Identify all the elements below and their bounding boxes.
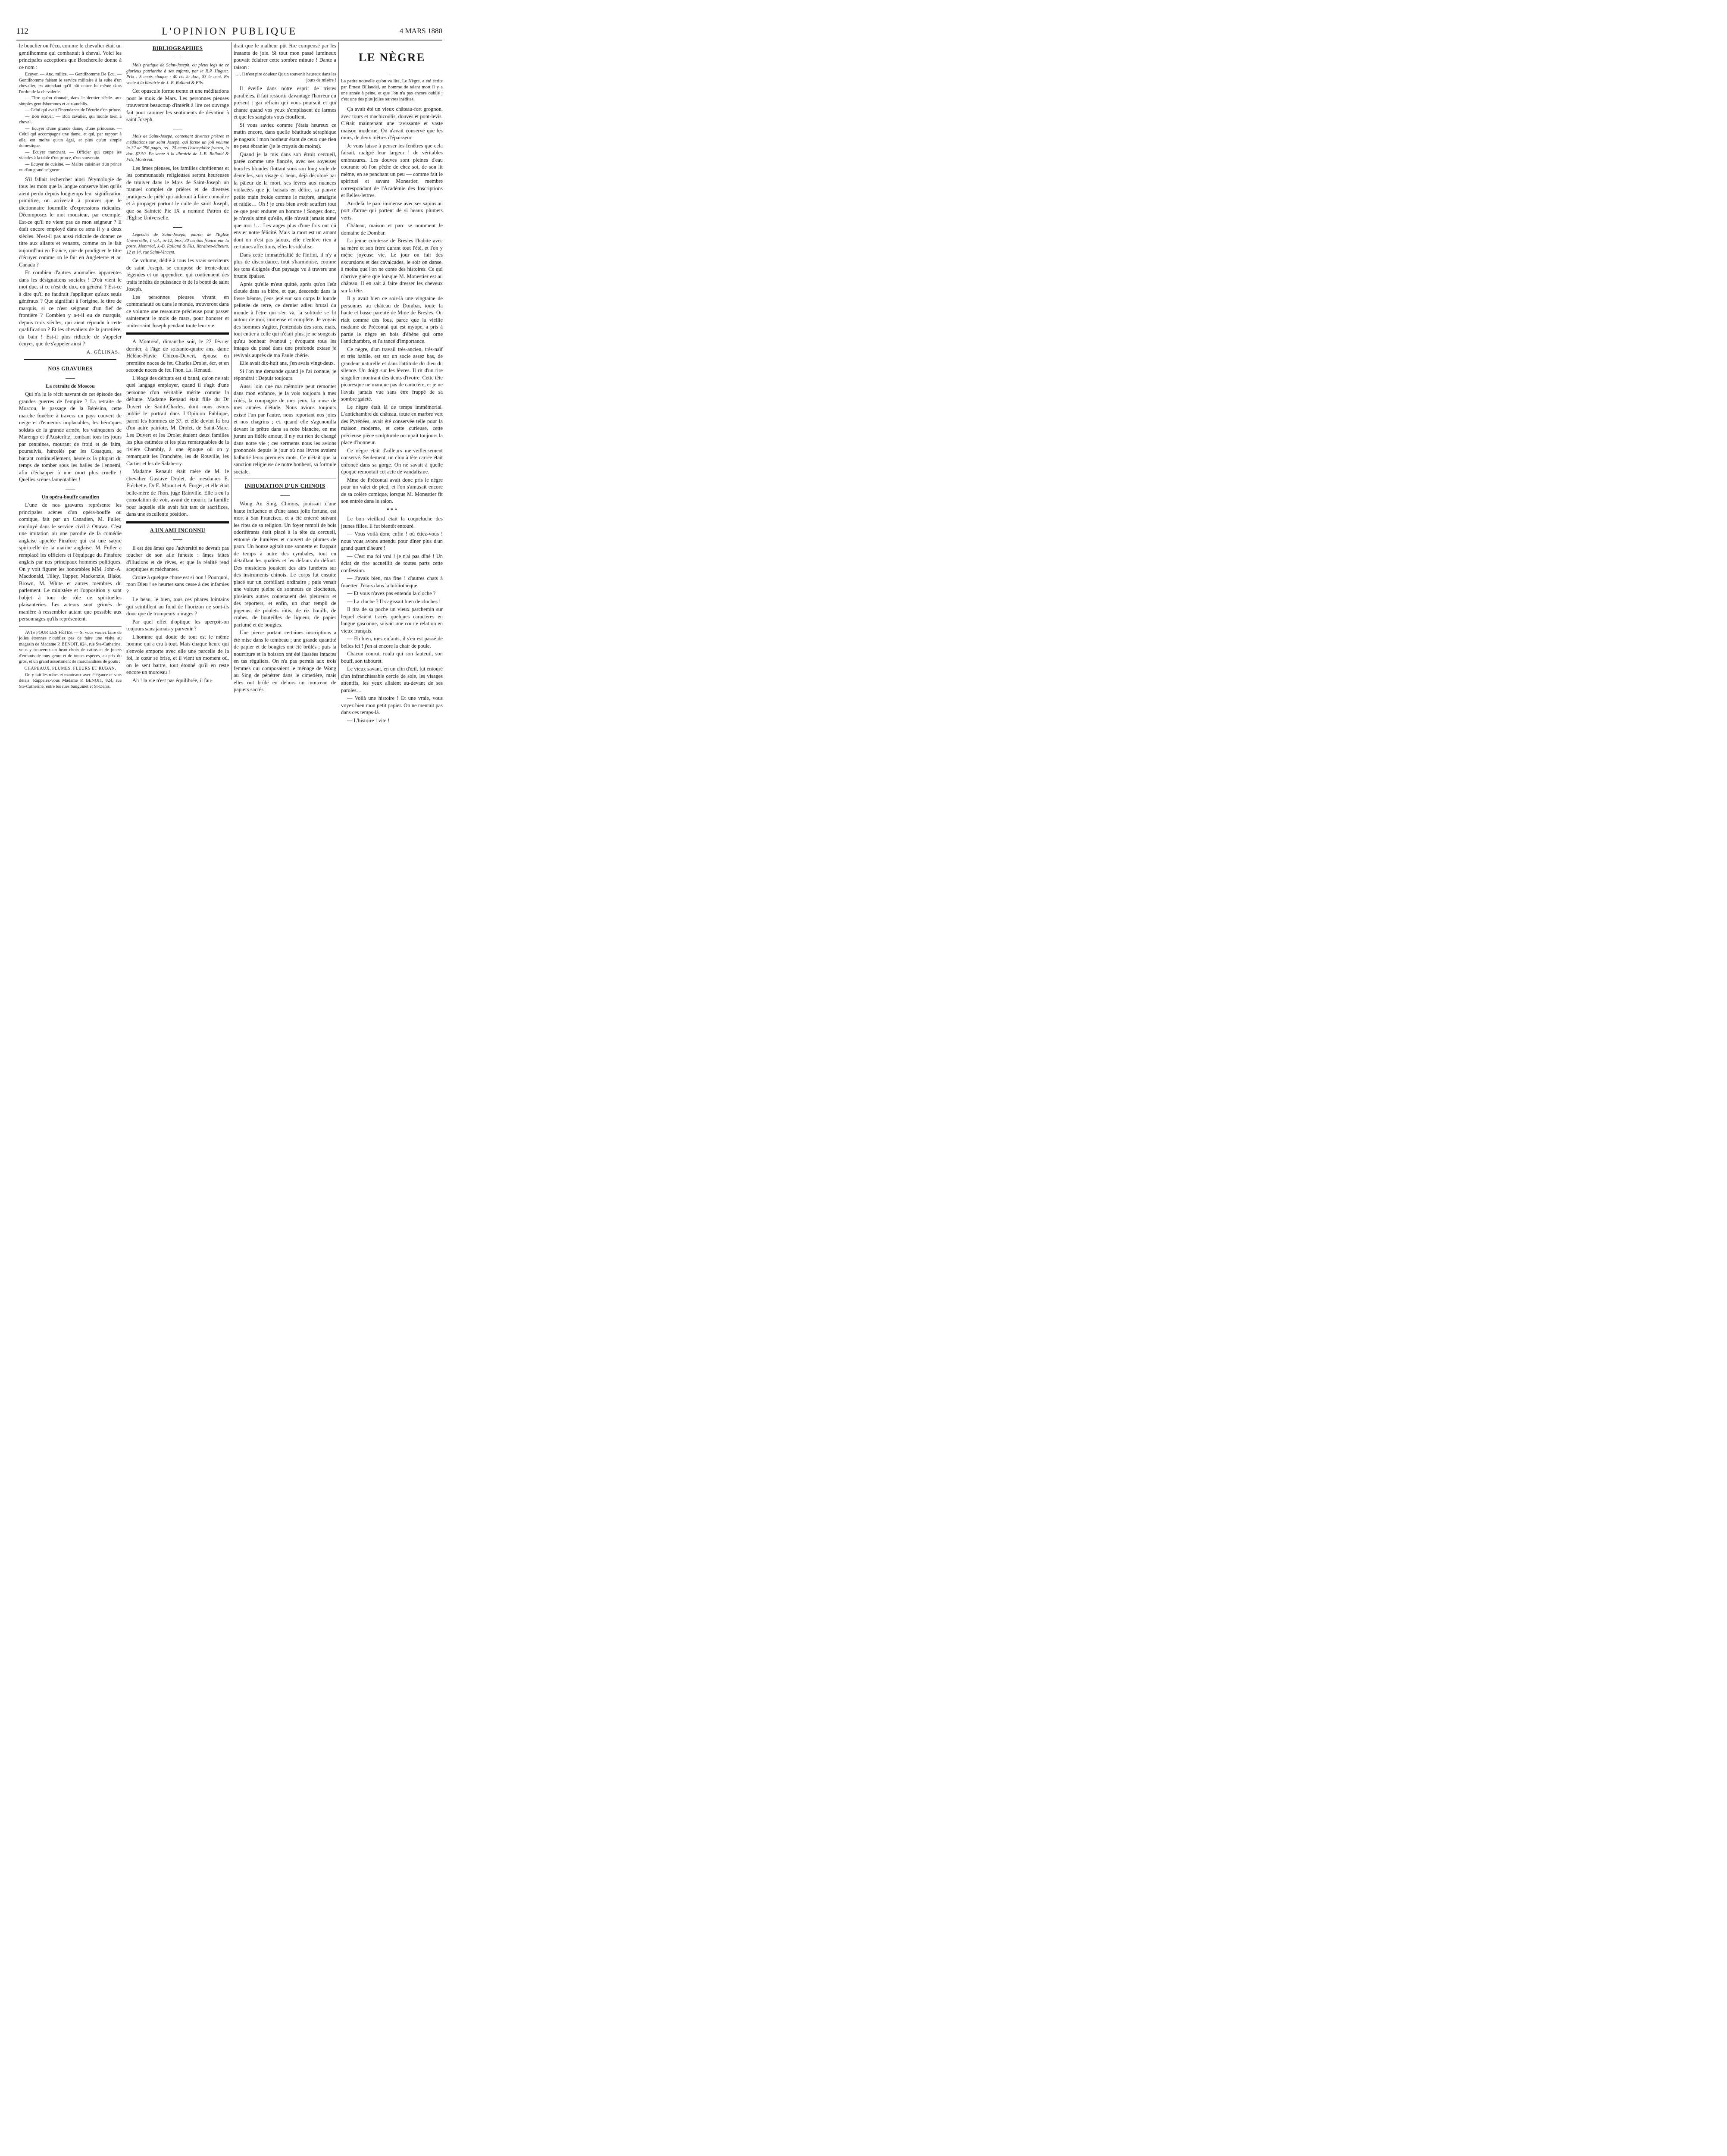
section-title: INHUMATION D'UN CHINOIS: [244, 483, 325, 489]
masthead-title: L'OPINION PUBLIQUE: [161, 26, 297, 37]
paragraph: A Montréal, dimanche soir, le 22 février dernier, à l'âge de soixante-quatre ans, dame Hélène-Flavie Chicou-Duvert, épouse en première noces de feu Charles Drolet, écr, et en seconde noces de feu l'hon. Ls. Renaud.: [126, 338, 229, 373]
definition: — Ecuyer d'une grande dame, d'une princesse. — Celui qui accompagne une dame, et qui, par rapport à elle, est moins qu'un égal, et plus qu'un simple domestique.: [19, 126, 122, 149]
paragraph: Au-delà, le parc immense avec ses sapins au port d'arme qui portent de si beaux plumets verts.: [341, 200, 443, 221]
definition: — Ecuyer tranchant. — Officier qui coupe les viandes à la table d'un prince, d'un souverain.: [19, 150, 122, 161]
page-number: 112: [16, 27, 28, 36]
header-rule: [16, 40, 442, 41]
paragraph: — J'avais bien, ma fine ! d'autres chats à fouetter. J'étais dans la bibliothèque.: [341, 575, 443, 589]
column-3: [234, 42, 336, 693]
section-break: * * *: [386, 507, 397, 513]
article-title: La retraite de Moscou: [46, 383, 95, 389]
divider: [126, 521, 229, 523]
paragraph: Qui n'a lu le récit navrant de cet épisode des grandes guerres de l'empire ? La retraite de Moscou, le passage de la Bérésina, cette marche funèbre à travers un pays couvert de neige et d'ennemis implacables, les héroïques soldats de la grande armée, les vainqueurs de Marengo et d'Austerlitz, tombant tous les jours par centaines, mourant de froid et de faim, poursuivis, harcelés par les Cosaques, se battant continuellement, heureux la plupart du temps de tomber sous les balles de l'ennemi, afin d'échapper à une mort plus cruelle ! Quelles scènes lamentables !: [19, 391, 122, 483]
paragraph: le bouclier ou l'écu, comme le chevalier était un gentilhomme qui combattait à cheval. Voici les principales acceptions que Bescherelle donne à ce nom :: [19, 43, 122, 70]
paragraph: Il est des âmes que l'adversité ne devrait pas toucher de son aile funeste : âmes faites d'illusions et de rêves, et que la réalité rend sceptiques et méchantes.: [126, 545, 229, 573]
divider: [19, 626, 122, 627]
paragraph: Le nègre était là de temps immémorial. L'antichambre du château, toute en marbre vert des Pyrénées, avait été conservée telle pour la maison moderne, et cette curieuse, cette précieuse pièce sculpturale occupait toujours la place d'honneur.: [341, 404, 443, 446]
paragraph: Château, maison et parc se nomment le domaine de Dombar.: [341, 222, 443, 236]
paragraph: — C'est ma foi vrai ! je n'ai pas dîné ! Un éclat de rire accueillit de toutes parts cette confession.: [341, 553, 443, 573]
paragraph: Ça avait été un vieux château-fort grognon, avec tours et machicoulis, douves et pont-levis. C'était maintenant une ravissante et vaste maison moderne. On n'avait conservé que les murs, de deux mètres d'épaisseur.: [341, 106, 443, 141]
column-2: [126, 42, 229, 683]
quote: …. Il n'est pire douleur Qu'un souvenir heureux dans les jours de misère !: [235, 72, 336, 83]
ad-text: On y fait les robes et manteaux avec élégance et sans délais. Rappelez-vous Madame P. BENOIT, 824, rue Ste-Catherine, entre les rues Sanguinet et St-Denis.: [19, 672, 122, 689]
paragraph: Par quel effet d'optique les aperçoit-on toujours sans jamais y parvenir ?: [126, 618, 229, 632]
paragraph: Chacun courut, roula qui son fauteuil, son bouff, son tabouret.: [341, 651, 443, 664]
paragraph: Aussi loin que ma mémoire peut remonter dans mon enfance, je la vois toujours à mes côtés, la compagne de mes jeux, la muse de mes années d'étude. Nous avions toujours existé l'un par l'autre, nous reportant nos joies et nos chagrins ; et, quand elle s'agenouilla devant le prêtre dans sa robe blanche, en me jurant un fidèle amour, il n'y eut rien de changé dans notre vie ; ces serments nous les avions prononcés depuis le jour où nos lèvres avaient balbutié leurs premiers mots. Ce n'était que la sanction religieuse de notre bonheur, sa formule sociale.: [234, 383, 336, 475]
paragraph: — L'histoire ! vite !: [347, 717, 390, 724]
paragraph: Si l'on me demande quand je l'ai connue, je répondrai : Depuis toujours.: [234, 368, 336, 382]
definition: — Bon écuyer. — Bon cavalier, qui monte bien à cheval.: [19, 114, 122, 125]
paragraph: — Eh bien, mes enfants, il s'en est passé de belles ici ! j'en ai encore la chair de poule.: [341, 636, 443, 649]
paragraph: Une pierre portant certaines inscriptions a été mise dans le tombeau ; une grande quantité de papier et de bougies ont été brûlés ; puis la nourriture et la boisson ont été liassées intactes en tas réguliers. On n'a pas permis aux trois femmes qui composaient le ménage de Wong au Sing de pénétrer dans le cimetière, mais elles ont brûlé en dehors un monceau de papiers sacrés.: [234, 630, 336, 693]
column-divider: [231, 42, 232, 680]
ad-text: AVIS POUR LES FÊTES. — Si vous voulez faire de jolies étrennes n'oubliez pas de faire une visite au magasin de Madame P. BENOIT, 824, rue Ste-Catherine, vous y trouverez un beau choix de catins et de jouets d'enfants de tous genre et de toutes espèces, au prix du gros, et un grand assortiment de marchandises de goûts :: [19, 630, 122, 664]
paragraph: drait que le malheur pût être compensé par les instants de joie. Si tout mon passé lumineux pouvait éclairer cette sombre minute ! Dante a raison :: [234, 43, 336, 70]
paragraph: Quand je la mis dans son étroit cercueil, parée comme une fiancée, avec ses soyeuses boucles blondes flottant sous son long voile de dentelles, son visage si beau, déjà décoloré par la pâleur de la mort, ses lèvres aux nuances violacées que je baisais en délire, sa pauvre petite main froide comme le marbre, amaigrie et raidie… Oh ! je crus bien avoir souffert tout ce que peut endurer un homme ! Songez donc, je n'avais aimé qu'elle, elle n'avait jamais aimé que moi !… Les anges plus d'une fois ont dû envier notre félicité. Mais la mort est un amant dont on n'est pas jaloux, elle n'enlève rien à certaines affections, elles les idéalise.: [234, 151, 336, 250]
divider: [341, 69, 443, 76]
divider: [126, 535, 229, 542]
paragraph: Les personnes pieuses vivant en communauté ou dans le monde, trouveront dans ce volume une ressource précieuse pour passer saintement le mois de mars, pour honorer et imiter saint Joseph pendant toute leur vie.: [126, 294, 229, 329]
paragraph: Elle avait dix-huit ans, j'en avais vingt-deux.: [240, 360, 335, 367]
paragraph: — Et vous n'avez pas entendu la cloche ?: [347, 590, 436, 597]
paragraph: Ce nègre était d'ailleurs merveilleusement conservé. Seulement, un clou à tête carrée était enfoncé dans sa gorge. On ne savait à quelle époque remontait cet acte de vandalisme.: [341, 447, 443, 475]
divider: [126, 53, 229, 60]
paragraph: Madame Renault était mère de M. le chevalier Gustave Drolet, de mesdames E. Fréchette, Dr E. Mount et A. Forget, et elle était belle-mère de l'hon. juge Rainville. Elle a eu la consolation de voir, avant de mourir, la famille pour laquelle elle avait fait tant de sacrifices, dans une excellente position.: [126, 468, 229, 517]
paragraph: L'une de nos gravures représente les principales scènes d'un opéra-bouffe ou comique, fait par un Canadien, M. Fuller, employé dans le service civil à Ottawa. C'est une imitation ou une parodie de la comédie anglaise appelée Pinafore qui est une satyre spirituelle de la marine anglaise. M. Fuller a remplacé les officiers et l'équipage du Pinafore anglais par nos principaux hommes politiques. On y voit figurer les honorables MM. John-A. Macdonald, Tilley, Tupper, Mackenzie, Blake, Brown, M. White et autres membres du parlement. Le ministère et l'opposition y sont l'objet à tour de rôle de spirituelles plaisanteries. Les acteurs sont grimés de manière à ressembler autant que possible aux personnages qu'ils représentent.: [19, 502, 122, 622]
paragraph: La jeune comtesse de Bresles l'habite avec sa mère et son frère durant tout l'été, et l'on y mène joyeuse vie. Le jour on fait des excursions et des cavalcades, le soir on danse, à moins que l'on ne conte des histoires. Ce qui n'arrive guère que lorsque M. Monestier est au château. Il en sait à faire dresser les cheveux sur la tête.: [341, 238, 443, 294]
section-title: BIBLIOGRAPHIES: [152, 45, 203, 51]
paragraph: Mme de Précontal avait donc pris le nègre pour un valet de pied, et l'on s'amusait encore de sa colère comique, lorsque M. Monestier fit son entrée dans le salon.: [341, 476, 443, 505]
advertisement: [19, 630, 122, 690]
paragraph: — Voilà une histoire ! Et une vraie, vous voyez bien mon petit papier. On ne mentait pas dans ces temps-là.: [341, 695, 443, 716]
divider: [126, 124, 229, 132]
page-header: [16, 27, 442, 40]
paragraph: S'il fallait rechercher ainsi l'étymologie de tous les mots que la langue conserve bien qu'ils aient perdu depuis longtemps leur signification primitive, on arriverait à prouver que le dictionnaire fourmille d'expressions ridicules. Décomposez le mot monsieur, par exemple. Est-ce qu'il ne vient pas de mon seigneur ? Il était encore employé dans ce sens il y a deux siècles. N'est-il pas aussi ridicule de donner ce titre aux allants et venants, comme on le fait aujourd'hui en France, que de prodiguer le titre d'écuyer comme on le fait en Angleterre et au Canada ?: [19, 176, 122, 268]
paragraph: Après qu'elle m'eut quitté, après qu'on l'eût clouée dans sa bière, et que, descendu dans la fosse béante, j'eus jeté sur son corps la lourde pelletée de terre, ce dernier adieu brutal du monde à l'être qui s'en va, la solitude se fit autour de moi, immense et complète. Je voyais des hommes s'agiter, j'entendais des sons, mais, tout entier à celle qui n'était plus, je ne songeais qu'au bonheur évanoui ; évoquant tous les images du passé dans une profonde extase je revivais auprès de ma Paule chérie.: [234, 281, 336, 358]
section-title: NOS GRAVURES: [48, 366, 93, 372]
paragraph: Si vous saviez comme j'étais heureux ce matin encore, dans quelle béatitude séraphique je nageais ! mon bonheur étant de ceux que rien ne peut ébranler (je le croyais du moins).: [234, 122, 336, 150]
signature: A. GÉLINAS.: [86, 349, 120, 355]
paragraph: Il y avait bien ce soir-là une vingtaine de personnes au château de Dombar, toute la haute et basse parenté de Mme de Bresles. On riait comme des fous, parce que la vieille madame de Précontal qui est myope, a pris à partie le nègre en bois d'ébène qui orne l'antichambre, et l'a tancé d'importance.: [341, 295, 443, 345]
paragraph: L'homme qui doute de tout est le même homme qui a cru à tout. Mais chaque heure qui s'envole emporte avec elle une parcelle de la foi, le cœur se brise, et il vient un moment où, on le sent battre, tout étonné qu'il en reste encore un morceau !: [126, 633, 229, 676]
divider: [19, 373, 122, 381]
story-title: LE NÈGRE: [358, 51, 425, 64]
paragraph: Dans cette immatérialité de l'infini, il n'y a plus de discordance, tout s'harmonise, comme les tons éloignés d'un paysage vu à travers une brume épaisse.: [234, 251, 336, 279]
story-intro: La petite nouvelle qu'on va lire, Le Nègre, a été écrite par Ernest Billaudel, un homme de talent mort il y a une année à peine, et que l'on n'a pas encore oublié ; c'est une des plus jolies œuvres inédites.: [341, 79, 443, 102]
divider: [126, 222, 229, 230]
issue-date: 4 MARS 1880: [399, 27, 442, 35]
paragraph: Le beau, le bien, tous ces phares lointains qui scintillent au fond de l'horizon ne sont-ils donc que de trompeurs mirages ?: [126, 596, 229, 617]
paragraph: Ah ! la vie n'est pas équilibrée, il fau-: [132, 677, 213, 683]
paragraph: Cet opuscule forme trente et une méditations pour le mois de Mars. Les personnes pieuses trouveront beaucoup d'intérêt à lire cet ouvrage fait pour ranimer les sentiments de dévotion à saint Joseph.: [126, 88, 229, 123]
article-title: Un opéra-bouffe canadien: [41, 494, 99, 500]
divider: [19, 484, 122, 492]
definition: Ecuyer. — Anc. milice. — Gentilhomme De Ecu. — Gentilhomme faisant le service militaire à la suite d'un chevalier, en attendant qu'il pût entrer lui-même dans l'ordre de la chevalerie.: [19, 72, 122, 94]
divider: [126, 332, 229, 335]
definition: — Titre qu'on donnait, dans le dernier siècle. aux simples gentilshommes et aux anoblis.: [19, 96, 122, 107]
paragraph: Ce volume, dédié à tous les vrais serviteurs de saint Joseph, se compose de trente-deux légendes et un appendice, qui contiennent des traits inédits de puissance et de la bonté de saint Joseph.: [126, 257, 229, 292]
paragraph: Wong Au Sing, Chinois, jouissait d'une haute influence et d'une assez jolie fortune, est mort à San Francisco, et a été enterré suivant les rites de sa religion. Un foyer rempli de bois odoriférants était placé à la tête du cercueil, entouré de lumières et couvert de plumes de paon. Un bonze agitait une sonnette et frappait de temps à autre des cymbales, tout en détaillant les qualités et les défauts du défunt. Des musiciens jouaient des airs funèbres sur des instruments chinois. Le corps fut ensuite placé sur un corbillard ordinaire ; puis venait une voiture pleine de sonneurs de clochettes, plusieurs autres contenaient des pleureurs et des reporters, et enfin, un char rempli de pigeons, de poulets rôtis, de riz bouilli, de crabes, de bouteilles de liqueur, de papier parfumé et de bougies.: [234, 501, 336, 628]
definition: — Celui qui avait l'intendance de l'écurie d'un prince.: [25, 108, 121, 113]
divider: [234, 491, 336, 498]
column-1: [19, 42, 122, 689]
definition-list: [19, 72, 122, 173]
paragraph: Je vous laisse à penser les fenêtres que cela faisait, malgré leur largeur ! de véritables embrasures. Les douves sont pleines d'eau courante où l'on pêche de chez soi, de son lit même, en se penchant un peu — comme fait le spirituel et savant Monestier, membre correspondant de l'Académie des Inscriptions et Belles-lettres.: [341, 142, 443, 199]
column-4: [341, 42, 443, 724]
book-entry: Mois pratique de Saint-Joseph, ou pieux legs de ce glorieux patriarche à ses enfants, par le R.P. Huguet. Prix : 5 cents chaque ; 40 cts la doz., $3 le cent. En vente à la librairie de J.-B. Rolland & Fils.: [126, 63, 229, 85]
ad-caps: CHAPEAUX, PLUMES, FLEURS ET RUBAN.: [24, 666, 116, 671]
paragraph: Le vieux savant, en un clin d'œil, fut entouré d'un infranchissable cercle de soie, les visages attentifs, les yeux allaient au-devant de ses paroles…: [341, 666, 443, 693]
paragraph: Il tira de sa poche un vieux parchemin sur lequel étaient tracés quelques caractères en langue gasconne, suivait une courte relation en vieux français.: [341, 606, 443, 634]
section-title: A UN AMI INCONNU: [150, 527, 206, 533]
paragraph: Il éveille dans notre esprit de tristes parallèles, il fait ressortir davantage l'horreur du présent : gai refrain qui vous poursuit et qui chante quand vos yeux s'emplissent de larmes et que les sanglots vous étouffent.: [234, 85, 336, 120]
paragraph: — La cloche ? Il s'agissait bien de cloches !: [347, 598, 441, 605]
paragraph: Les âmes pieuses, les familles chrétiennes et les communautés religieuses seront heureuses de trouver dans le Mois de Saint-Joseph un manuel complet de prières et de diverses pratiques de piété qui aideront à faire connaître et à propager partout le culte de saint Joseph, que sa Sainteté Pie IX a nommé Patron de l'Eglise Universelle.: [126, 165, 229, 221]
paragraph: Ce nègre, d'un travail très-ancien, très-naïf et très habile, est sur un socle assez bas, de grandeur naturelle et dans l'attitude du dieu du silence. Un doigt sur les lèvres. Il rit d'un rire singulier montrant des dents d'ivoire. Cette tête picaresque ne manque pas de caractère, et je ne l'avais jamais vue sans être frappé de sa sombre gaieté.: [341, 346, 443, 402]
paragraph: L'éloge des défunts est si banal, qu'on ne sait quel langage employer, quand il s'agit d'une personne d'un véritable mérite comme la défunte. Madame Renaud était fille du Dr Duvert de Saint-Charles, dont nous avons publié le portrait dans L'Opinion Publique, parmi les hommes de 37, et elle devint la bru d'un autre patriote, M. Drolet, de Saint-Marc. Les Duvert et les Drolet étaient deux familles les plus estimées et les plus remarquables de la rivière Chambly, à une époque où on y remarquait les Franchère, les de Rouville, les Cartier et les de Salaberry.: [126, 375, 229, 467]
book-entry: Mois de Saint-Joseph, contenant diverses prières et méditations sur saint Joseph, qui forme un joli volume in-32 de 256 pages, rel., 25 cents l'exemplaire franco, la doz. $2.50. En vente à la librairie de J.-B. Rolland & Fils, Montréal.: [126, 134, 229, 163]
paragraph: Et combien d'autres anomalies apparentes dans les désignations sociales ! D'où vient le mot duc, si ce n'est de dux, ou général ? Est-ce à dire qu'il ne faudrait l'appliquer qu'aux seuls généraux ? Que signifiait à l'origine, le titre de marquis, si ce n'est seigneur d'un fief de frontière ? Combien y a-t-il eu de marquis, depuis trois siècles, qui aient répondu à cette qualification ? Et les chevaliers de la jarretière, du bain ! Est-il plus ridicule de s'appeler écuyer, que de s'appeler ainsi ?: [19, 270, 122, 347]
column-divider: [338, 42, 339, 680]
paragraph: Croire à quelque chose est si bon ! Pourquoi, mon Dieu ! se heurter sans cesse à des infamies ?: [126, 574, 229, 595]
definition: — Ecuyer de cuisine. — Maître cuisinier d'un prince ou d'un grand seigneur.: [19, 162, 122, 173]
ornament-divider: [24, 359, 116, 362]
book-entry: Légendes de Saint-Joseph, patron de l'Eglise Universelle, 1 vol., in-12, bro., 30 centins franco par la poste. Montréal, J.-B. Rolland & Fils, libraires-éditeurs, 12 et 14, rue Saint-Vincent.: [126, 232, 229, 255]
paragraph: — Vous voilà donc enfin ! où étiez-vous ! nous vous avons attendu pour dîner plus d'un grand quart d'heure !: [341, 531, 443, 552]
paragraph: Le bon vieillard était la coqueluche des jeunes filles. Il fut bientôt entouré.: [341, 516, 443, 529]
